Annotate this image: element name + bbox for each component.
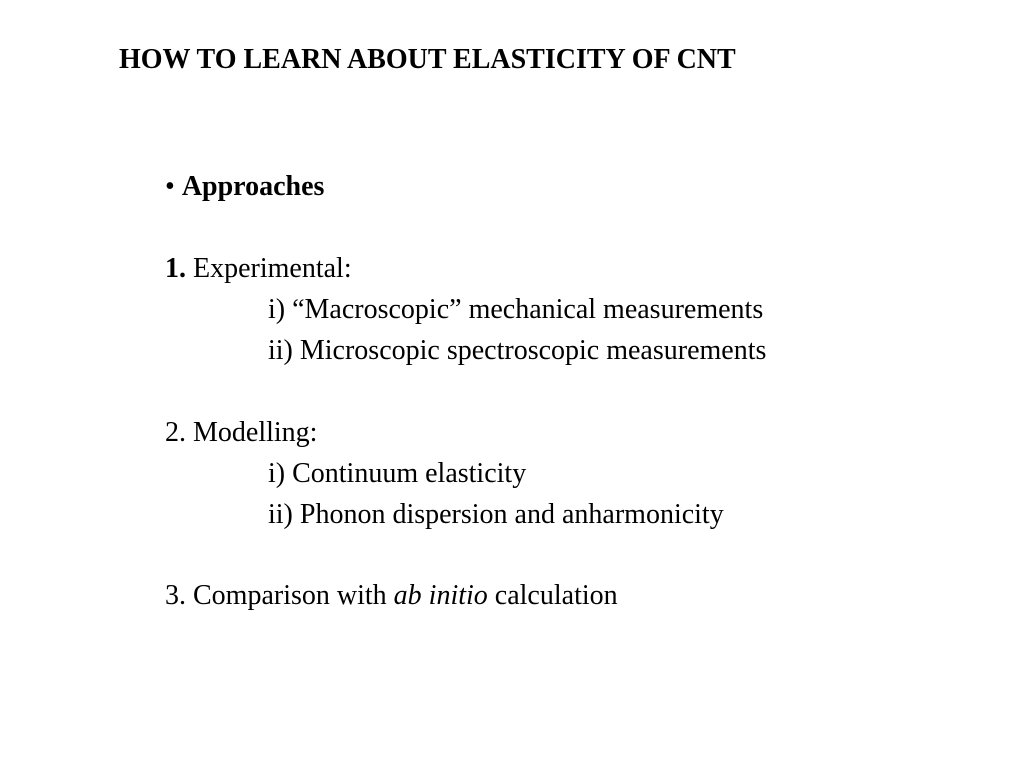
approaches-label: Approaches — [181, 171, 325, 202]
approaches-heading — [165, 169, 324, 205]
comparison-italic: ab initio — [393, 580, 488, 611]
comparison-prefix: 3. Comparison with — [165, 580, 394, 611]
modelling-item-continuum: i) Continuum elasticity — [268, 458, 527, 489]
slide-title: HOW TO LEARN ABOUT ELASTICITY OF CNT — [119, 44, 736, 75]
section-label: Experimental: — [193, 253, 352, 284]
section-modelling-heading: 2. Modelling: — [165, 417, 318, 448]
experimental-item-microscopic: ii) Microscopic spectroscopic measurements — [268, 335, 767, 366]
comparison-suffix: calculation — [487, 580, 618, 611]
bullet-glyph: • — [165, 171, 175, 202]
experimental-item-macroscopic: i) “Macroscopic” mechanical measurements — [268, 294, 764, 325]
section-comparison-line — [165, 578, 618, 614]
modelling-item-phonon: ii) Phonon dispersion and anharmonicity — [268, 499, 724, 530]
section-experimental-heading — [165, 251, 352, 287]
section-number: 1. — [165, 253, 186, 284]
